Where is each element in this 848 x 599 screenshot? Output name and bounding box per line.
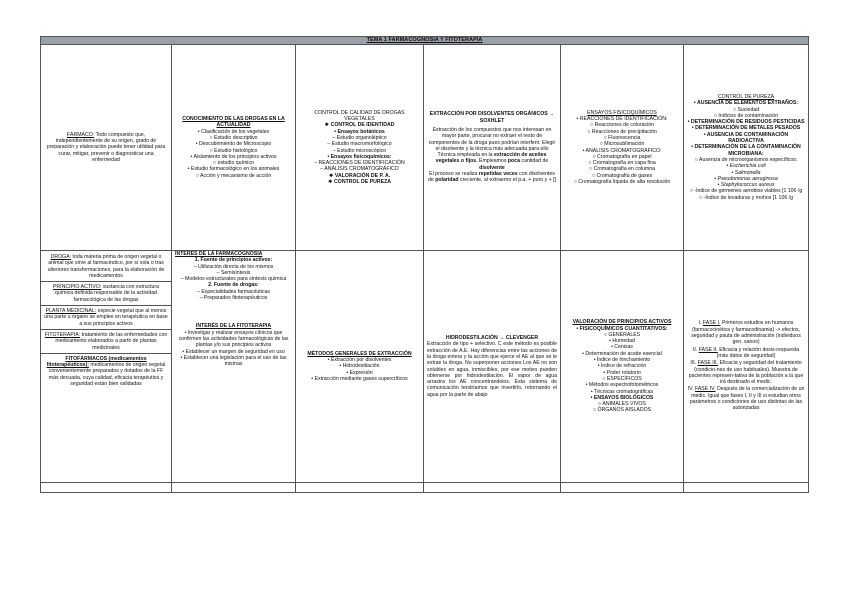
list-item: – Estudio microscópico: [332, 147, 387, 154]
list-item: – Semisíntesis: [216, 269, 251, 276]
list-fases: [687, 320, 805, 411]
heading-control-pureza: CONTROL DE PUREZA: [717, 93, 775, 100]
list-item: ○ Cromatografía de gases: [591, 172, 653, 179]
cell-valoracion: [561, 251, 684, 483]
definition: [41, 281, 171, 305]
heading-metodos-extraccion: MÉTODOS GENERALES DE EXTRACCIÓN: [307, 350, 412, 357]
list-item: • Técnicas cromatográficas: [590, 388, 654, 395]
definition-term: FITOFÁRMACOS (medicamentos fitoterapéuticos):: [46, 355, 147, 369]
document-title: TEMA 1 FARMACOGNOSIA Y FITOTERAPIA: [41, 37, 809, 45]
list-interes-farmacognosia: [175, 257, 292, 301]
list-valoracion: [564, 326, 680, 414]
list-item: ○ estudio químico: [213, 160, 254, 167]
soxhlet-p3c: con disolventes de: [427, 171, 555, 184]
cell-fases-ensayos: [684, 251, 809, 483]
list-item: • Expresión: [346, 369, 373, 376]
list-ensayos-fisicoquimicos: [564, 116, 680, 185]
heading-valoracion: VALORACIÓN DE PRINCIPIOS ACTIVOS: [572, 319, 672, 326]
definition-term: PRINCIPIO ACTIVO:: [52, 284, 102, 291]
empty-cell: [296, 483, 424, 493]
list-item: – Modelos estructurales para síntesis química: [180, 276, 287, 283]
list-item: ○ Cromatografía en papel: [592, 153, 652, 160]
list-item: ○ Estudio histológico: [209, 147, 258, 154]
list-item: ○ Acción y mecanismo de acción: [195, 172, 272, 179]
list-item: • Salmonella: [731, 169, 761, 176]
list-item: • Métodos espectrofotométricos: [585, 382, 659, 389]
phase-number: I.: [698, 320, 702, 327]
list-item: • REACCIONES DE IDENTIFICACIÓN:: [576, 116, 668, 123]
phase-item: [687, 347, 805, 360]
phase-label: FASE II.: [698, 346, 718, 353]
definition: [41, 329, 171, 353]
soxhlet-p2a: Técnica empleada en la: [437, 152, 495, 159]
phase-label: FASE III.: [697, 360, 719, 367]
empty-cell: [424, 483, 561, 493]
list-item: ○ Microsublimación: [599, 141, 645, 148]
phase-item: [687, 360, 805, 385]
soxhlet-p3b: repetidas veces: [478, 171, 518, 178]
definition-text: especie vegetal que al menos una parte u órgano se emplee en terapéutica en base a sus principios activos: [44, 308, 168, 327]
list-item: • DETERMINACIÓN DE METALES PESADOS: [691, 125, 801, 132]
soxhlet-p2f: disolvente: [479, 164, 505, 171]
phase-label: FASE I.: [702, 320, 721, 327]
def-farmaco: Todo compuesto que, independientemente de su origen, grado de preparación y elaboración puede tener utilidad para curar, mitigar, prevenir o diagnosticar una enfermedad: [46, 131, 166, 163]
list-item: • Cenizas: [611, 344, 633, 351]
list-item: • Extracción mediante gases supercríticos: [311, 375, 408, 382]
list-item: 1. Fuente de principios activos:: [194, 257, 273, 264]
list-item: • Estudio farmacológico en los animales: [187, 166, 280, 173]
list-item: • FISICOQUÍMICOS CUANTITATIVOS:: [576, 325, 668, 332]
heading-control-calidad: CONTROL DE CALIDAD DE DROGAS VEGETALES: [314, 109, 405, 123]
list-item: • Establecer un margen de seguridad en uso: [182, 348, 285, 355]
hidrodestilacion-text: Extracción de tipo + selectivo. C este método es posible extracción de A.E. Hay diferencias entre las acciones de la droga entera y la acción que ejerce el AE al que se le extrae la droga. No superponer acciones Los AE no son solubles en agua, inmiscibles, por ese motivo pueden obtenerse por hidrodestilación. El vapor de agua arrastra los AE concentrándolos. Ésta sistema de comunicación tendríamos que invertirlo, retornando el agua por la parte de abajo: [427, 341, 557, 398]
list-item: ❖ CONTROL DE IDENTIDAD: [324, 122, 395, 129]
empty-cell: [684, 483, 809, 493]
term-farmaco: FÁRMACO:: [66, 131, 95, 138]
definition-text: medicamentos de origen vegetal convenientemente preparados y dotados de la FF más decuada, cuya calidad, eficacia terapéutica y seguridad están bien validadas: [48, 362, 166, 388]
cell-ensayos-fisicoquimicos: [561, 45, 684, 251]
list-item: ○ Ausencia de microorganismos específicos:: [694, 156, 798, 163]
list-item: • AUSENCIA DE CONTAMINACIÓN RADIOACTIVA: [703, 131, 789, 145]
list-item: • DETERMINACIÓN DE RESIDUOS PESTICIDAS: [687, 119, 805, 126]
list-item: • ANÁLISIS CROMATOGRÁFICO:: [582, 147, 662, 154]
list-item: ○ ANIMALES VIVOS: [598, 401, 646, 408]
phase-text: Primeros estudios en humanos (farmacocinética y farmacodinamia) -> efectos, seguridad y pauta de administración (individuos gen. sanos): [691, 320, 801, 346]
soxhlet-p2: [427, 152, 557, 171]
phase-item: [687, 320, 805, 345]
list-item: ○ Indicios de contaminación: [713, 112, 779, 119]
phase-number: IV.: [687, 386, 694, 393]
list-item: ○ -Índice de levaduras y mohos [1 106 /g: [699, 194, 793, 201]
list-item: ○ -Índice de gérmenes aerobios viables [1 106 /g: [689, 188, 803, 195]
cell-control-pureza: [684, 45, 809, 251]
list-interes-fitoterapia: [175, 330, 292, 368]
list-item: – ANÁLISIS CROMATOGRÁFICO: [320, 166, 399, 173]
phase-text: Eficacia y seguridad del tratamiento (condicio-nes de uso habituales). Muestra de pacientes represen-tativa de la población a la que irá destinado el medic.: [688, 360, 804, 386]
definition: [41, 353, 171, 389]
soxhlet-p3a: El proceso se realiza: [429, 171, 479, 178]
list-item: • Staphylococcus aureus: [717, 182, 775, 189]
list-item: • Clasificación de los vegetales: [197, 128, 270, 135]
list-item: – Estudio organoléptico: [332, 134, 387, 141]
heading-hidrodestilacion: HIDRODESTILACIÓN → CLEVENGER: [445, 335, 539, 342]
list-item: – Preparados fitoterapéuticos: [199, 295, 268, 302]
phase-number: III.: [690, 360, 697, 367]
empty-cell: [172, 483, 296, 493]
empty-cell: [561, 483, 684, 493]
phase-text: Después de la comercialización de un medic. Igual que fases I, II y III si estudian otros parámetros o condiciones de uso distintas de las autorizadas: [689, 386, 805, 412]
soxhlet-p3: [427, 171, 557, 184]
list-item: • Determinación de aceite esencial: [582, 350, 662, 357]
list-item: – Utilización directa de los mismos: [193, 263, 274, 270]
list-item: ○ ÓRGANOS AISLADOS: [592, 407, 652, 414]
definition-term: FITOTERAPIA:: [44, 331, 81, 338]
heading-interes-farmacognosia: INTERÉS DE LA FARMACOGNOSIA: [175, 251, 263, 257]
empty-cell: [41, 483, 172, 493]
list-item: • Humedad: [609, 338, 635, 345]
definition-text: tratamiento de las enfermedades con medicamento elaborados a partir de plantas medicinales: [55, 331, 168, 351]
list-item: ○ Fluorescencia: [603, 134, 641, 141]
list-metodos-extraccion: [299, 357, 420, 382]
phase-item: [687, 386, 805, 411]
list-item: ○ Reacciones de coloración: [590, 122, 654, 129]
list-control-pureza: [687, 100, 805, 201]
cell-extraccion-soxhlet: [424, 45, 561, 251]
list-item: • Establecer una legislación para el uso de las mismas: [180, 354, 287, 368]
list-item: – Especialidades farmacéuticas: [197, 288, 270, 295]
definition-text: toda materia prima de origen vegetal o animal que sirve al farmacéutico, por sí sola o tras ulteriores transformaciones, para la elaboración de medicamentos: [47, 254, 165, 279]
definitions-list: [44, 252, 168, 389]
list-control-calidad: [299, 122, 420, 185]
list-item: ○ ESPECÍFICOS: [602, 375, 642, 382]
list-item: • Investigar y realizar ensayos clínicos que confirmen las actividades farmacológicas de las plantas y/o sus principios activos: [178, 329, 289, 349]
list-item: • Índice de hinchamiento: [593, 357, 651, 364]
phase-number: II.: [692, 346, 698, 353]
heading-conocimiento: CONOCIMIENTO DE LAS DROGAS EN LA ACTUALIDAD: [182, 116, 285, 129]
list-item: • ENSAYOS BIOLÓGICOS: [590, 394, 654, 401]
list-item: • Pseudomonas aeruginosa: [714, 175, 778, 182]
list-item: ○ Cromatografía líquida de alta resolución: [573, 178, 671, 185]
list-item: – Estudio macromorfológico: [327, 141, 392, 148]
cell-metodos-extraccion: [296, 251, 424, 483]
soxhlet-p2d: poca: [507, 158, 520, 165]
definition-term: PLANTA MEDICINAL:: [45, 308, 97, 315]
cell-definiciones: [41, 251, 172, 483]
list-item: – REACCIONES DE IDENTIFICACIÓN: [314, 160, 405, 167]
heading-interes-fitoterapia: INTERÉS DE LA FITOTERAPIA: [195, 323, 272, 330]
list-conocimiento: [175, 129, 292, 179]
list-item: • Descubrimiento de Microscopio: [195, 141, 272, 148]
list-item: ○ Estudio descriptivo: [209, 134, 258, 141]
list-item: 2. Fuente de drogas:: [208, 282, 259, 289]
definition-text: sustancia con estructura química definida responsable de la actividad farmacológica de las drogas: [54, 284, 160, 303]
definition-term: DROGA:: [50, 254, 72, 260]
list-item: • DETERMINACIÓN DE LA CONTAMINACIÓN MICROBIANA:: [691, 144, 801, 157]
list-item: ○ Reacciones de precipitación: [587, 128, 657, 135]
list-item: ❖ VALORACIÓN DE P. A.: [328, 172, 391, 179]
list-item: ❖ CONTROL DE PUREZA: [327, 178, 392, 185]
cell-conocimiento: [172, 45, 296, 251]
cell-control-calidad: [296, 45, 424, 251]
cell-interes: [172, 251, 296, 483]
cell-farmaco: [41, 45, 172, 251]
summary-table: [40, 36, 809, 493]
definition: [41, 305, 171, 329]
soxhlet-p3d: polaridad: [435, 177, 459, 184]
cell-hidrodestilacion: [424, 251, 561, 483]
list-item: ○ GENERALES: [603, 331, 641, 338]
heading-soxhlet: EXTRACCIÓN POR DISOLVENTES ORGÁNICOS → SOXHLET: [429, 111, 555, 124]
soxhlet-p3e: creciente, al extraerno el p.a. + puro y + []: [458, 177, 557, 184]
phase-text: Eficacia y relación dosis-respuesta (más datos de seguridad): [716, 346, 800, 359]
phase-label: FASE IV.: [694, 386, 716, 393]
list-item: ○ Cromatografía en capa fina: [588, 160, 656, 167]
list-item: • Ensayos botánicos: [334, 128, 385, 135]
definition: [41, 252, 171, 281]
list-item: • Aislamiento de los principios activos: [190, 153, 277, 160]
list-item: ○ Suciedad: [732, 106, 760, 113]
soxhlet-p2c: Empleamos: [477, 158, 508, 165]
list-item: • AUSENCIA DE ELEMENTOS EXTRAÑOS:: [693, 100, 799, 107]
list-item: • Índice de refracción: [597, 363, 647, 370]
soxhlet-p1: Extracción de los compuestos que nos interesan en mayor parte, procurar no extraer el resto de componentes de la droga pues podrían interferir. Elegir el disolvente y la técnica más adecuada para ello: [428, 126, 556, 152]
list-item: • Poder rotatorio: [603, 369, 641, 376]
list-item: • Escherichia coli: [726, 163, 766, 170]
soxhlet-p2e: cantidad de: [519, 158, 549, 165]
list-item: • Ensayos fisicoquímicos:: [327, 153, 392, 160]
soxhlet-p2b: extracción de aceites vegetales o fijos.: [435, 152, 547, 165]
list-item: • Extracción por disolventes: [327, 357, 392, 364]
list-item: ○ Cromatografía en columna: [589, 166, 655, 173]
list-item: • Hidrodestilación: [339, 363, 380, 370]
heading-ensayos-fisicoquimicos: ENSAYOS FISICOQUÍMICOS: [587, 109, 657, 116]
